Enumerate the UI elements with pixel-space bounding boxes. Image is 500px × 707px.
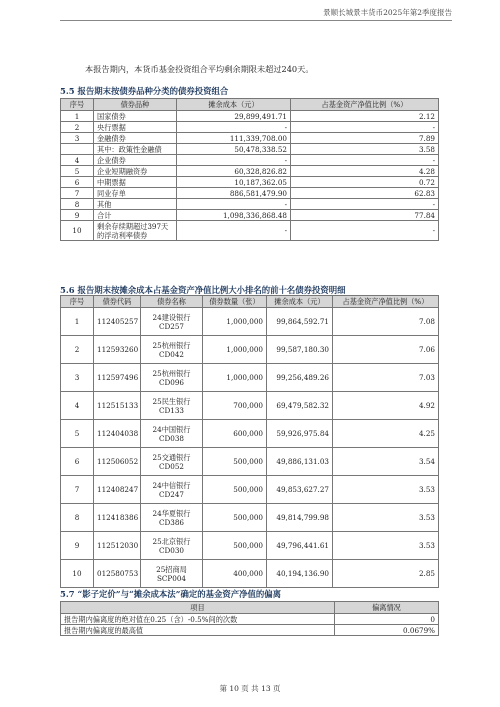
table-row xyxy=(61,560,439,588)
col-header-category: 债券品种 xyxy=(94,99,177,111)
cell-no: 2 xyxy=(61,122,94,133)
table-row xyxy=(61,308,439,336)
page-header: 景顺长城景丰货币2025年第2季度报告 xyxy=(323,8,452,17)
cell-category: 其中：政策性金融债 xyxy=(94,144,177,155)
col-header-name: 债券名称 xyxy=(141,296,203,308)
cell-ratio: 4.28 xyxy=(291,166,439,177)
cell-quantity: 700,000 xyxy=(203,392,267,420)
table-row xyxy=(61,111,439,122)
cell-ratio: 2.85 xyxy=(333,560,439,588)
col-header-quantity: 债券数量（张） xyxy=(203,296,267,308)
cell-cost: - xyxy=(177,221,291,241)
cell-no: 3 xyxy=(61,133,94,144)
cell-quantity: 1,000,000 xyxy=(203,336,267,364)
cell-cost: 69,479,582.32 xyxy=(267,392,333,420)
cell-name: 24华夏银行CD386 xyxy=(141,504,203,532)
cell-name: 24中国银行CD038 xyxy=(141,420,203,448)
cell-name: 25杭州银行CD042 xyxy=(141,336,203,364)
cell-category: 企业债券 xyxy=(94,155,177,166)
cell-code: 112597496 xyxy=(94,364,141,392)
cell-name: 25交通银行CD052 xyxy=(141,448,203,476)
bond-category-table xyxy=(60,98,439,241)
cell-quantity: 1,000,000 xyxy=(203,364,267,392)
cell-ratio: 4.92 xyxy=(333,392,439,420)
cell-category: 其他 xyxy=(94,199,177,210)
cell-quantity: 500,000 xyxy=(203,448,267,476)
cell-category: 央行票据 xyxy=(94,122,177,133)
cell-category: 企业短期融资券 xyxy=(94,166,177,177)
table-row xyxy=(61,221,439,241)
cell-ratio: 4.25 xyxy=(333,420,439,448)
cell-item: 报告期内偏离度的最高值 xyxy=(61,625,335,636)
cell-code: 012580753 xyxy=(94,560,141,588)
cell-ratio: 77.84 xyxy=(291,210,439,221)
table-row xyxy=(61,155,439,166)
cell-no: 3 xyxy=(61,364,94,392)
cell-cost: 1,098,336,868.48 xyxy=(177,210,291,221)
cell-ratio: 7.03 xyxy=(333,364,439,392)
cell-cost: 99,256,489.26 xyxy=(267,364,333,392)
cell-ratio: 2.12 xyxy=(291,111,439,122)
cell-cost: 99,587,180.30 xyxy=(267,336,333,364)
table-row xyxy=(61,532,439,560)
cell-cost: 111,339,708.00 xyxy=(177,133,291,144)
table-row xyxy=(61,122,439,133)
cell-name: 25民生银行CD133 xyxy=(141,392,203,420)
cell-cost: 59,926,975.84 xyxy=(267,420,333,448)
cell-code: 112404038 xyxy=(94,420,141,448)
col-header-item: 项目 xyxy=(61,602,335,614)
cell-ratio: - xyxy=(291,122,439,133)
cell-ratio: 7.06 xyxy=(333,336,439,364)
cell-cost: 99,864,592.71 xyxy=(267,308,333,336)
table-row xyxy=(61,392,439,420)
table-row xyxy=(61,420,439,448)
cell-cost: 10,187,362.05 xyxy=(177,177,291,188)
cell-no: 5 xyxy=(61,420,94,448)
section-5-5-title: 5.5 报告期末按债券品种分类的债券投资组合 xyxy=(60,86,229,96)
cell-name: 25招商局SCP004 xyxy=(141,560,203,588)
cell-ratio: - xyxy=(291,155,439,166)
table-row xyxy=(61,625,439,636)
col-header-code: 债券代码 xyxy=(94,296,141,308)
table-row xyxy=(61,188,439,199)
table-row xyxy=(61,177,439,188)
col-header-cost: 摊余成本（元） xyxy=(267,296,333,308)
cell-ratio: 7.89 xyxy=(291,133,439,144)
col-header-ratio: 占基金资产净值比例（%） xyxy=(333,296,439,308)
cell-name: 24建设银行CD257 xyxy=(141,308,203,336)
cell-no: 1 xyxy=(61,111,94,122)
cell-no: 9 xyxy=(61,532,94,560)
cell-cost: 60,328,826.82 xyxy=(177,166,291,177)
cell-cost: 49,853,627.27 xyxy=(267,476,333,504)
cell-quantity: 400,000 xyxy=(203,560,267,588)
cell-quantity: 500,000 xyxy=(203,504,267,532)
cell-category: 金融债券 xyxy=(94,133,177,144)
col-header-no: 序号 xyxy=(61,296,94,308)
cell-value: 0.0679% xyxy=(335,625,439,636)
cell-cost: - xyxy=(177,155,291,166)
cell-ratio: - xyxy=(291,199,439,210)
page-footer: 第 10 页 共 13 页 xyxy=(219,684,281,693)
col-header-no: 序号 xyxy=(61,99,94,111)
cell-category: 中期票据 xyxy=(94,177,177,188)
cell-value: 0 xyxy=(335,614,439,625)
table-row xyxy=(61,476,439,504)
cell-code: 112515133 xyxy=(94,392,141,420)
table-row xyxy=(61,504,439,532)
cell-no: 4 xyxy=(61,155,94,166)
cell-cost: 29,899,491.71 xyxy=(177,111,291,122)
intro-paragraph: 本报告期内，本货币基金投资组合平均剩余期限未超过240天。 xyxy=(85,64,314,74)
cell-cost: 40,194,136.90 xyxy=(267,560,333,588)
cell-no: 2 xyxy=(61,336,94,364)
cell-no: 10 xyxy=(61,221,94,241)
cell-ratio: 0.72 xyxy=(291,177,439,188)
table-row xyxy=(61,210,439,221)
cell-cost: - xyxy=(177,199,291,210)
cell-category: 合计 xyxy=(94,210,177,221)
cell-cost: 886,581,479.90 xyxy=(177,188,291,199)
table-row xyxy=(61,448,439,476)
cell-category: 同业存单 xyxy=(94,188,177,199)
cell-no: 6 xyxy=(61,177,94,188)
cell-code: 112405257 xyxy=(94,308,141,336)
cell-quantity: 500,000 xyxy=(203,476,267,504)
cell-code: 112418386 xyxy=(94,504,141,532)
cell-no xyxy=(61,144,94,155)
cell-no: 8 xyxy=(61,199,94,210)
section-5-6-title: 5.6 报告期末按摊余成本占基金资产净值比例大小排名的前十名债券投资明细 xyxy=(60,285,346,295)
col-header-cost: 摊余成本（元） xyxy=(177,99,291,111)
cell-no: 1 xyxy=(61,308,94,336)
cell-ratio: 3.54 xyxy=(333,448,439,476)
cell-code: 112408247 xyxy=(94,476,141,504)
col-header-deviation: 偏离情况 xyxy=(335,602,439,614)
table-row xyxy=(61,336,439,364)
cell-code: 112593260 xyxy=(94,336,141,364)
cell-item: 报告期内偏离度的绝对值在0.25（含）-0.5%间的次数 xyxy=(61,614,335,625)
cell-no: 8 xyxy=(61,504,94,532)
section-5-7-title: 5.7 “影子定价”与“摊余成本法”确定的基金资产净值的偏离 xyxy=(60,589,282,599)
cell-no: 9 xyxy=(61,210,94,221)
table-row xyxy=(61,614,439,625)
cell-ratio: 7.08 xyxy=(333,308,439,336)
cell-cost: 49,886,131.03 xyxy=(267,448,333,476)
cell-no: 7 xyxy=(61,476,94,504)
cell-no: 4 xyxy=(61,392,94,420)
cell-category: 剩余存续期超过397天的浮动利率债券 xyxy=(94,221,177,241)
cell-code: 112512030 xyxy=(94,532,141,560)
cell-cost: 50,478,338.52 xyxy=(177,144,291,155)
cell-name: 24中信银行CD247 xyxy=(141,476,203,504)
cell-cost: 49,814,799.98 xyxy=(267,504,333,532)
top-ten-bonds-table xyxy=(60,295,439,588)
cell-name: 25杭州银行CD096 xyxy=(141,364,203,392)
cell-no: 5 xyxy=(61,166,94,177)
cell-cost: 49,796,441.61 xyxy=(267,532,333,560)
col-header-ratio: 占基金资产净值比例（%） xyxy=(291,99,439,111)
table-row xyxy=(61,133,439,144)
cell-code: 112506052 xyxy=(94,448,141,476)
cell-quantity: 600,000 xyxy=(203,420,267,448)
cell-ratio: 62.83 xyxy=(291,188,439,199)
cell-no: 7 xyxy=(61,188,94,199)
cell-quantity: 500,000 xyxy=(203,532,267,560)
table-row xyxy=(61,166,439,177)
cell-ratio: 3.53 xyxy=(333,476,439,504)
cell-no: 6 xyxy=(61,448,94,476)
table-row xyxy=(61,144,439,155)
cell-category: 国家债券 xyxy=(94,111,177,122)
cell-name: 25北京银行CD030 xyxy=(141,532,203,560)
table-row xyxy=(61,199,439,210)
header-divider xyxy=(60,20,452,21)
cell-ratio: 3.58 xyxy=(291,144,439,155)
cell-cost: - xyxy=(177,122,291,133)
deviation-table xyxy=(60,601,439,636)
cell-ratio: - xyxy=(291,221,439,241)
cell-quantity: 1,000,000 xyxy=(203,308,267,336)
cell-ratio: 3.53 xyxy=(333,504,439,532)
cell-no: 10 xyxy=(61,560,94,588)
table-row xyxy=(61,364,439,392)
cell-ratio: 3.53 xyxy=(333,532,439,560)
